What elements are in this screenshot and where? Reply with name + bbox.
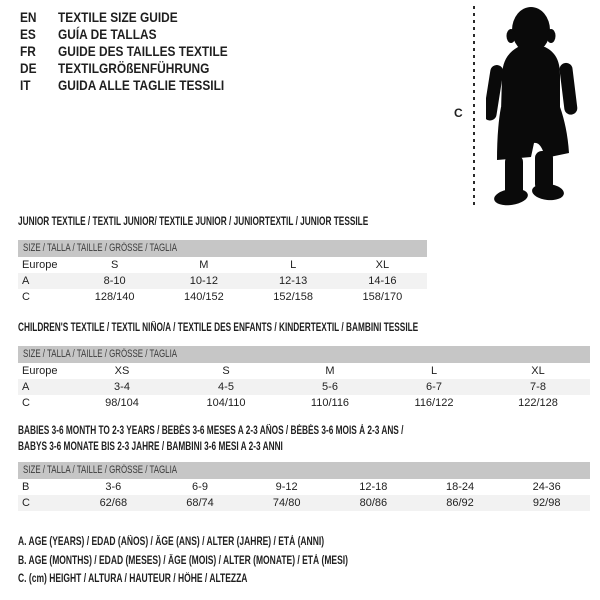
table-cell: 6-9 — [192, 481, 208, 493]
table-cell: 122/128 — [518, 397, 558, 409]
table-cell: XS — [114, 365, 130, 377]
table-row — [18, 289, 427, 305]
language-title: GUIDE DES TAILLES TEXTILE — [58, 42, 228, 59]
table-cell: 12-18 — [359, 481, 388, 493]
legend-line-b: B. AGE (MONTHS) / EDAD (MESES) / ÂGE (MOIS) / ALTER (MONATE) / ETÀ (MESI) — [18, 554, 348, 567]
table-cell: 80/86 — [359, 497, 388, 509]
language-title-list — [20, 8, 258, 93]
height-measure-label: C — [454, 106, 463, 120]
table-cell: 3-6 — [105, 481, 122, 493]
table-row — [18, 395, 590, 411]
table-cell: 3-4 — [114, 381, 130, 393]
table-cell: 6-7 — [426, 381, 442, 393]
table-cell: 92/98 — [532, 497, 561, 509]
table-cell: 12-13 — [279, 275, 308, 287]
table-cell: XL — [531, 365, 545, 377]
table-cell: 9-12 — [275, 481, 298, 493]
language-title: GUÍA DE TALLAS — [58, 25, 157, 42]
table-cell: L — [290, 259, 297, 271]
table-cell: M — [325, 365, 335, 377]
table-cell: S — [110, 259, 119, 271]
language-code: IT — [20, 76, 31, 93]
language-row-de — [20, 59, 258, 76]
children-size-header-bar: SIZE / TALLA / TAILLE / GRÖSSE / TAGLIA — [18, 346, 590, 363]
toddler-silhouette-icon — [486, 3, 598, 207]
table-cell: 104/110 — [206, 397, 246, 409]
table-cell: 18-24 — [445, 481, 475, 493]
row-label: C — [22, 291, 30, 303]
table-cell: 4-5 — [218, 381, 234, 393]
table-cell: 128/140 — [94, 291, 135, 303]
table-row — [18, 479, 590, 495]
babies-size-table — [18, 462, 590, 511]
table-row — [18, 495, 590, 511]
table-cell: 98/104 — [105, 397, 139, 409]
table-cell: 152/158 — [273, 291, 313, 303]
table-cell: 10-12 — [189, 275, 218, 287]
table-cell: L — [430, 365, 438, 377]
table-cell: 86/92 — [446, 497, 474, 509]
row-label: C — [22, 397, 30, 409]
table-cell: 68/74 — [186, 497, 214, 509]
junior-size-table — [18, 240, 427, 305]
language-row-en — [20, 8, 258, 25]
table-cell: M — [199, 259, 209, 271]
table-cell: 7-8 — [530, 381, 546, 393]
table-cell: 74/80 — [272, 497, 301, 509]
table-cell: 140/152 — [183, 291, 224, 303]
row-label: B — [22, 481, 30, 493]
table-cell: S — [222, 365, 230, 377]
table-row — [18, 257, 427, 273]
babies-section-title: BABIES 3-6 MONTH TO 2-3 YEARS / BEBÉS 3-6 MESES A 2-3 AÑOS / BÉBÉS 3-6 MOIS À 2-3 ANS / BABYS 3-6 MONATE BIS 2-3 JAHRE / BAMBINI 3-6 MESI A 2-3 ANNI — [18, 425, 404, 453]
legend-line-a: A. AGE (YEARS) / EDAD (AÑOS) / ÂGE (ANS) / ALTER (JAHRE) / ETÀ (ANNI) — [18, 536, 325, 548]
language-code: ES — [20, 25, 36, 42]
row-label: Europe — [22, 365, 58, 377]
table-cell: 158/170 — [362, 291, 403, 303]
row-label: A — [22, 381, 30, 393]
language-code: FR — [20, 42, 36, 59]
table-cell: 8-10 — [103, 275, 126, 287]
table-cell: 62/68 — [99, 497, 128, 509]
row-label: C — [22, 497, 30, 509]
legend-line-c: C. (cm) HEIGHT / ALTURA / HAUTEUR / HÖHE / ALTEZZA — [18, 573, 248, 585]
language-title: GUIDA ALLE TAGLIE TESSILI — [58, 76, 225, 93]
language-title: TEXTILGRÖßENFÜHRUNG — [58, 59, 210, 76]
children-section-title: CHILDREN'S TEXTILE / TEXTIL NIÑO/A / TEXTILE DES ENFANTS / KINDERTEXTIL / BAMBINI TESSILE — [18, 322, 419, 334]
children-size-table — [18, 346, 590, 411]
table-cell: XL — [375, 259, 390, 271]
table-cell: 24-36 — [532, 481, 561, 493]
junior-section-title: JUNIOR TEXTILE / TEXTIL JUNIOR/ TEXTILE JUNIOR / JUNIORTEXTIL / JUNIOR TESSILE — [18, 216, 369, 228]
language-row-es — [20, 25, 258, 42]
table-cell: 116/122 — [414, 397, 454, 409]
language-code: EN — [20, 8, 37, 25]
table-cell: 14-16 — [368, 275, 397, 287]
measurement-legend — [18, 533, 464, 589]
table-row — [18, 379, 590, 395]
table-row — [18, 363, 590, 379]
language-title: TEXTILE SIZE GUIDE — [58, 8, 178, 25]
table-cell: 5-6 — [322, 381, 338, 393]
language-row-it — [20, 76, 258, 93]
height-measure-dotted-line — [473, 6, 475, 208]
table-cell: 110/116 — [310, 397, 350, 409]
junior-size-header-bar: SIZE / TALLA / TAILLE / GRÖSSE / TAGLIA — [18, 240, 427, 257]
babies-size-header-bar: SIZE / TALLA / TAILLE / GRÖSSE / TAGLIA — [18, 462, 590, 479]
row-label: A — [22, 275, 30, 287]
language-row-fr — [20, 42, 258, 59]
table-row — [18, 273, 427, 289]
language-code: DE — [20, 59, 37, 76]
row-label: Europe — [22, 259, 58, 271]
